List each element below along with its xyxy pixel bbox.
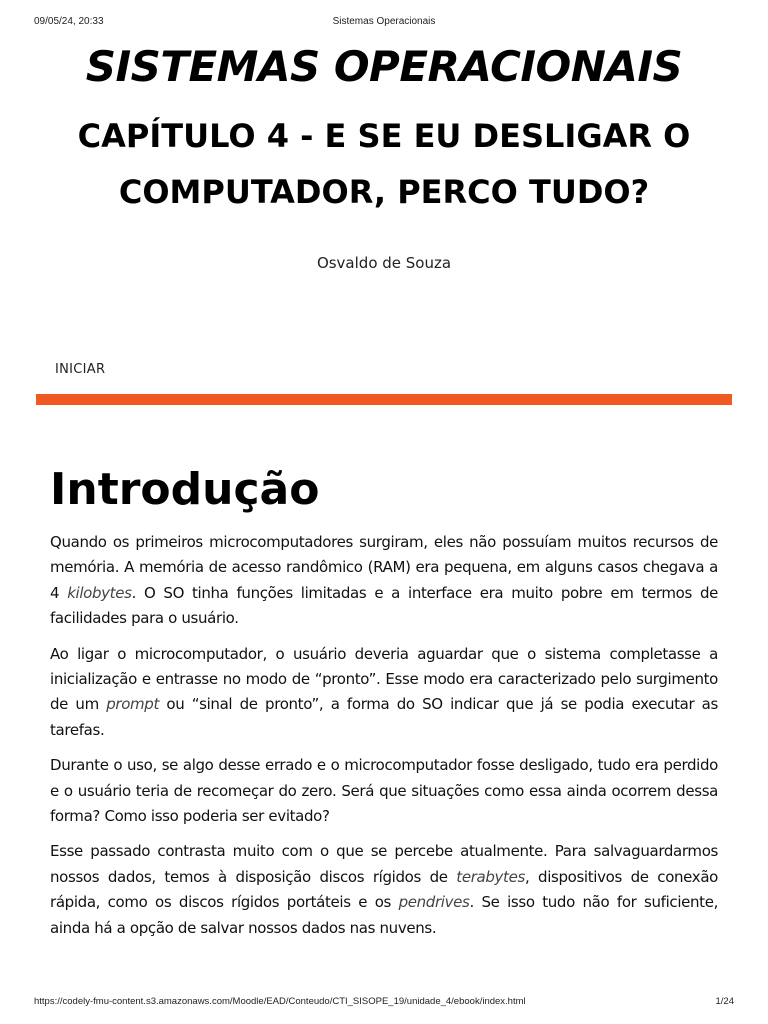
- print-datetime: 09/05/24, 20:33: [34, 16, 104, 27]
- course-title: SISTEMAS OPERACIONAIS: [85, 42, 683, 91]
- print-header: [34, 16, 734, 30]
- term-pendrives: pendrives: [398, 893, 470, 912]
- accent-divider-bar: [36, 394, 732, 405]
- page-number: 1/24: [715, 996, 734, 1007]
- print-url: https://codely-fmu-content.s3.amazonaws.com/Moodle/EAD/Conteudo/CTI_SISOPE_19/unidade_4/ebook/index.html: [34, 996, 526, 1007]
- paragraph-2: Ao ligar o microcomputador, o usuário deveria aguardar que o sistema completasse a inicialização e entrasse no modo de “pronto”. Esse modo era caracterizado pelo surgimento de um prompt ou “sinal de pronto”, a forma do SO indicar que já se podia executar as tarefas.: [50, 644, 718, 739]
- print-footer: [34, 996, 734, 1010]
- author-name: Osvaldo de Souza: [316, 254, 452, 272]
- paragraph-1: Quando os primeiros microcomputadores surgiram, eles não possuíam muitos recursos de memória. A memória de acesso randômico (RAM) era pequena, em alguns casos chegava a 4 kilobytes. O SO tinha funções limitadas e a interface era muito pobre em termos de facilidades para o usuário.: [50, 533, 718, 628]
- start-button[interactable]: INICIAR: [55, 362, 106, 377]
- chapter-subtitle: CAPÍTULO 4 - E SE EU DESLIGAR O COMPUTADOR, PERCO TUDO?: [77, 117, 691, 211]
- paragraph-4: Esse passado contrasta muito com o que se percebe atualmente. Para salvaguardarmos nossos dados, temos à disposição discos rígidos de terabytes, dispositivos de conexão rápida, como os discos rígidos portáteis e os pendrives. Se isso tudo não for suficiente, ainda há a opção de salvar nossos dados nas nuvens.: [50, 842, 719, 937]
- term-kilobytes: kilobytes: [67, 583, 132, 602]
- paragraph-3: Durante o uso, se algo desse errado e o microcomputador fosse desligado, tudo era perdido e o usuário teria de recomeçar do zero. Será que situações como essa ainda ocorrem dessa forma? Como isso poderia ser evitado?: [50, 756, 718, 826]
- section-heading: Introdução: [50, 464, 320, 515]
- term-prompt: prompt: [106, 695, 159, 714]
- term-terabytes: terabytes: [456, 867, 525, 886]
- intro-content: [50, 530, 718, 951]
- print-page-title: Sistemas Operacionais: [332, 16, 436, 27]
